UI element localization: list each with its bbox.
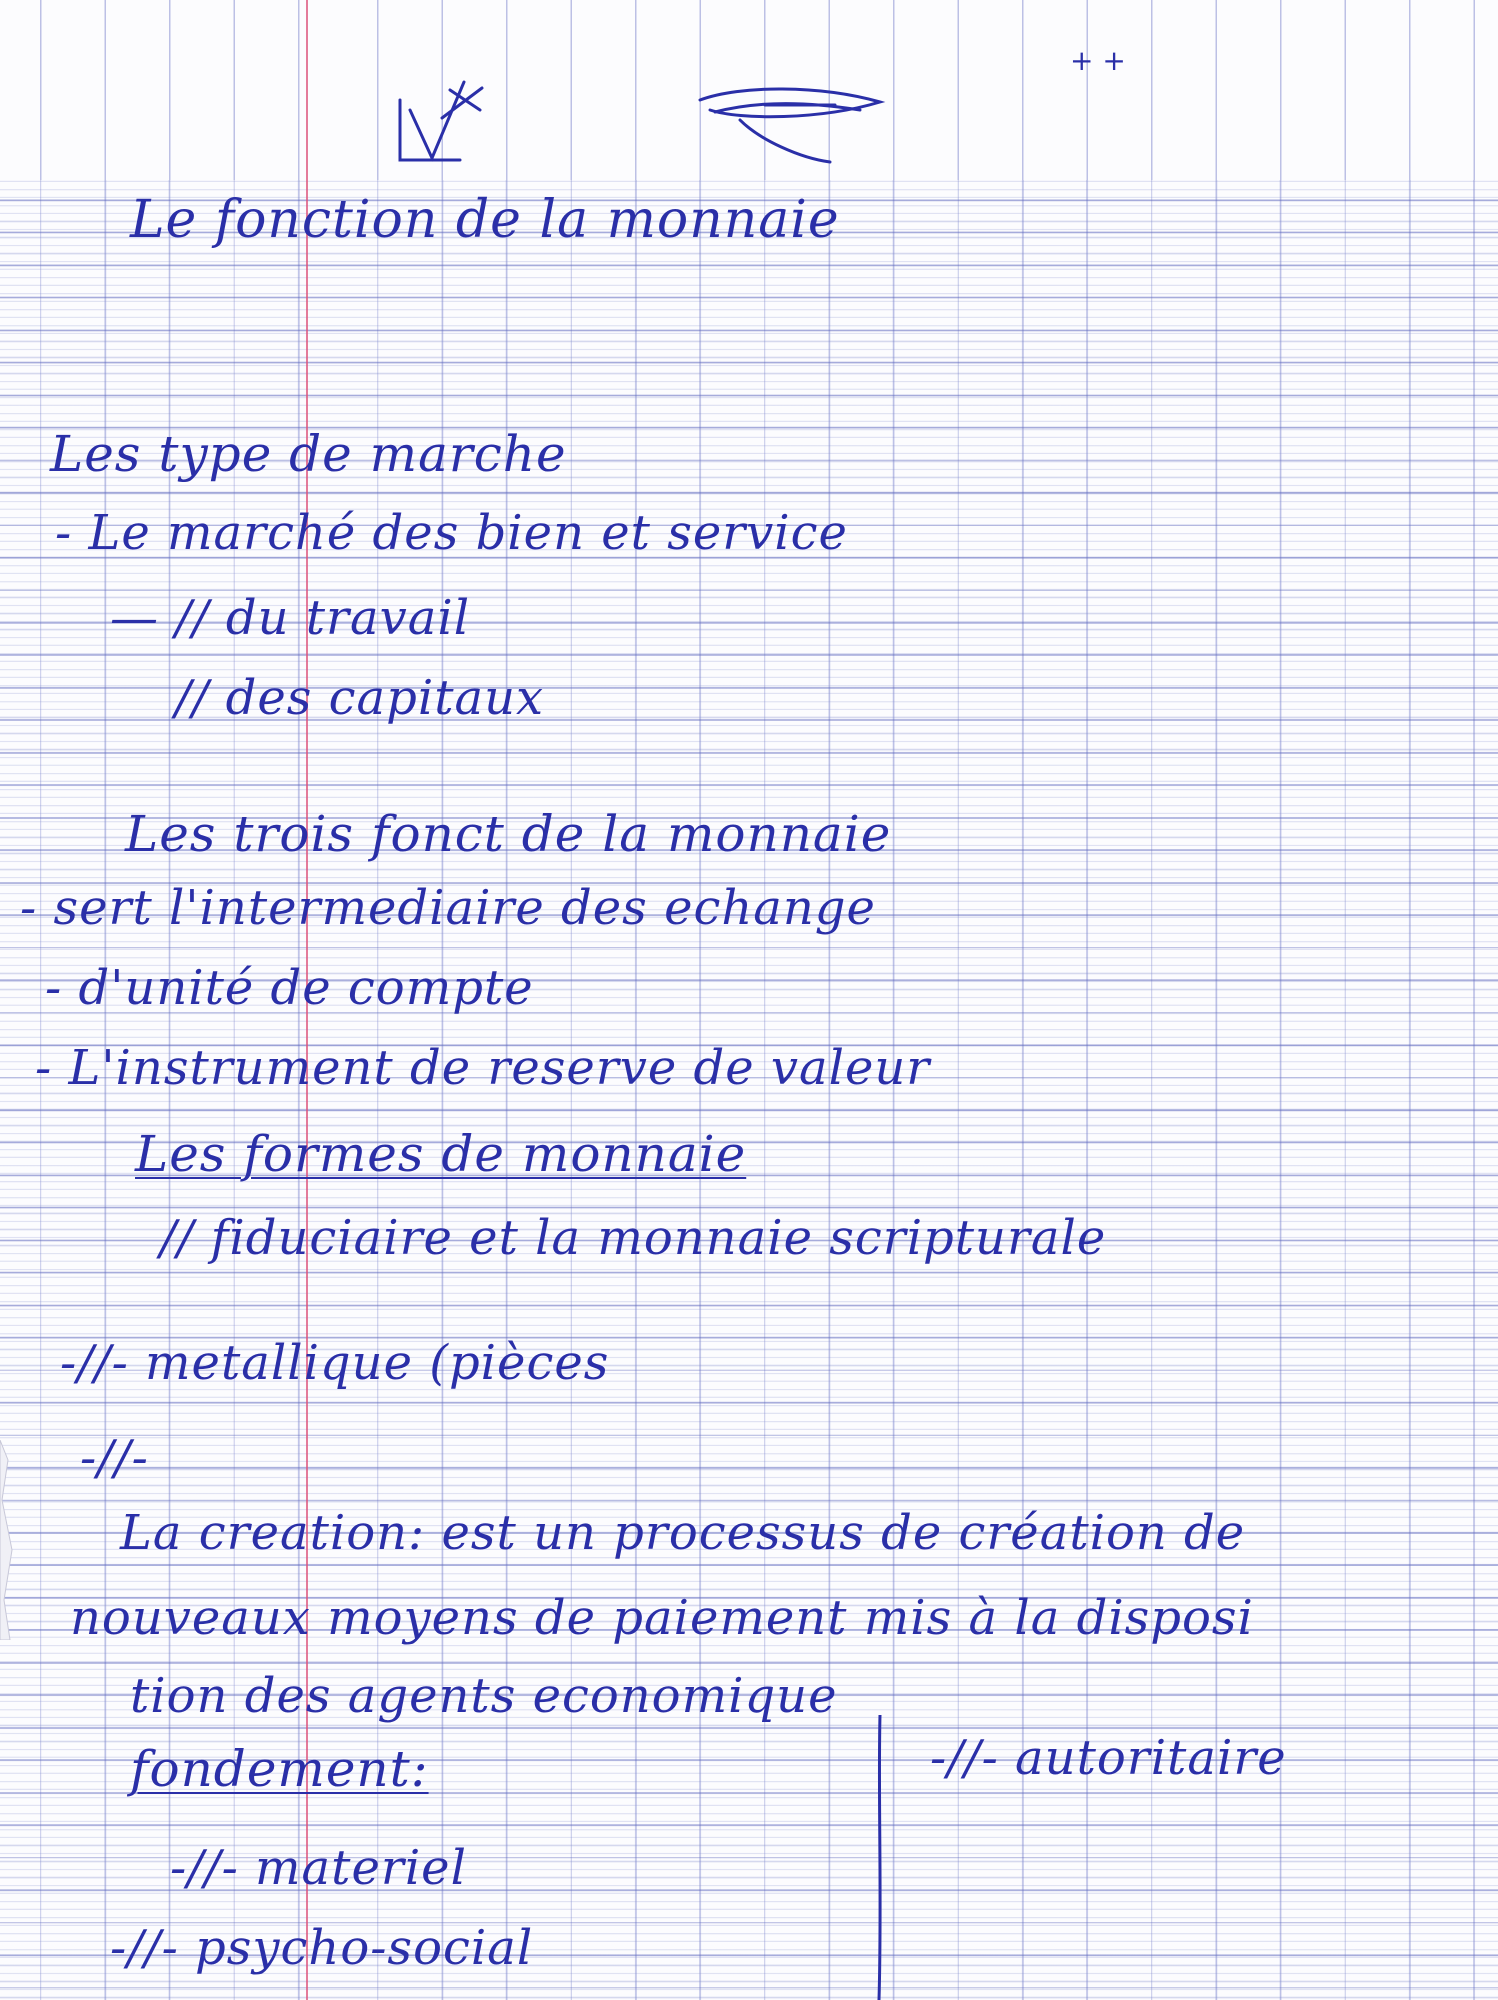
fondement-material: -//- materiel <box>170 1840 467 1896</box>
fondement-label: fondement: <box>130 1740 429 1798</box>
header-scribbles <box>380 40 1180 180</box>
function-store-line: - L'instrument de reserve de valeur <box>35 1040 931 1096</box>
form-blank-line: -//- <box>80 1430 149 1486</box>
numeral-scribble <box>442 88 482 118</box>
form-fiduciary-line: // fiduciaire et la monnaie scripturale <box>160 1210 1107 1266</box>
vertical-divider-stroke <box>870 1715 890 2000</box>
market-labour-line: — // du travail <box>110 590 471 646</box>
strike-tail <box>740 120 830 162</box>
function-unit-line: - d'unité de compte <box>45 960 534 1016</box>
market-goods-line: - Le marché des bien et service <box>55 505 848 561</box>
form-metallic-line: -//- metallique (pièces <box>60 1335 610 1391</box>
fondement-authoritarian: -//- autoritaire <box>930 1730 1287 1786</box>
plus-signs: + + <box>1070 44 1126 77</box>
page-title: Le fonction de la monnaie <box>130 190 840 250</box>
section-heading-money-functions: Les trois fonct de la monnaie <box>125 805 892 863</box>
torn-edge-mark <box>0 1440 30 1640</box>
creation-line-1: La creation: est un processus de création de <box>120 1505 1246 1561</box>
creation-line-2: nouveaux moyens de paiement mis à la disposi <box>70 1590 1254 1646</box>
creation-line-3: tion des agents economique <box>130 1668 838 1724</box>
fondement-psychosocial: -//- psycho-social <box>110 1920 534 1976</box>
section-heading-market-types: Les type de marche <box>50 425 567 483</box>
market-capital-line: // des capitaux <box>175 670 545 726</box>
section-heading-money-forms: Les formes de monnaie <box>135 1125 747 1183</box>
function-exchange-line: - sert l'intermediaire des echange <box>20 880 876 936</box>
